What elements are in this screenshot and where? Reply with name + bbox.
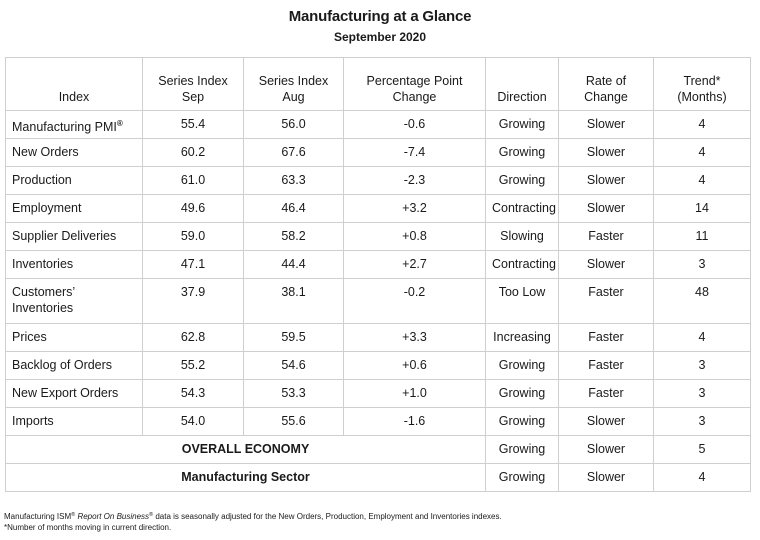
cell-direction: Growing <box>486 408 559 436</box>
cell-rate: Slower <box>559 408 654 436</box>
cell-change: +0.6 <box>344 352 486 380</box>
header-sep: Series Index Sep <box>143 58 244 111</box>
cell-direction: Growing <box>486 167 559 195</box>
cell-rate: Slower <box>559 111 654 139</box>
cell-change: -7.4 <box>344 139 486 167</box>
overall-economy-label: OVERALL ECONOMY <box>6 436 486 464</box>
cell-trend: 3 <box>654 352 751 380</box>
cell-aug: 44.4 <box>244 251 344 279</box>
cell-sep: 37.9 <box>143 279 244 324</box>
cell-trend: 3 <box>654 408 751 436</box>
cell-rate: Slower <box>559 139 654 167</box>
cell-change: -0.2 <box>344 279 486 324</box>
cell-trend: 5 <box>654 436 751 464</box>
cell-aug: 56.0 <box>244 111 344 139</box>
table-row <box>6 251 751 279</box>
cell-sep: 59.0 <box>143 223 244 251</box>
cell-rate: Faster <box>559 279 654 324</box>
cell-trend: 4 <box>654 324 751 352</box>
cell-rate: Slower <box>559 464 654 492</box>
cell-index: Backlog of Orders <box>6 352 143 380</box>
cell-aug: 53.3 <box>244 380 344 408</box>
cell-index: Production <box>6 167 143 195</box>
header-change: Percentage Point Change <box>344 58 486 111</box>
cell-rate: Faster <box>559 352 654 380</box>
cell-sep: 54.3 <box>143 380 244 408</box>
footnote-line-2: *Number of months moving in current direction. <box>4 523 172 532</box>
table-row <box>6 279 751 324</box>
page-subtitle: September 2020 <box>333 30 427 44</box>
cell-index: Prices <box>6 324 143 352</box>
cell-trend: 3 <box>654 380 751 408</box>
cell-sep: 49.6 <box>143 195 244 223</box>
cell-rate: Slower <box>559 436 654 464</box>
cell-aug: 67.6 <box>244 139 344 167</box>
cell-change: -2.3 <box>344 167 486 195</box>
cell-aug: 54.6 <box>244 352 344 380</box>
cell-trend: 4 <box>654 111 751 139</box>
cell-sep: 55.4 <box>143 111 244 139</box>
cell-index: Customers’ Inventories <box>6 279 143 324</box>
cell-trend: 3 <box>654 251 751 279</box>
cell-aug: 55.6 <box>244 408 344 436</box>
table-row <box>6 380 751 408</box>
header-row <box>6 58 751 111</box>
cell-direction: Too Low <box>486 279 559 324</box>
manufacturing-table <box>5 57 751 492</box>
cell-index: Manufacturing PMI® <box>6 111 143 139</box>
cell-change: +1.0 <box>344 380 486 408</box>
cell-rate: Faster <box>559 324 654 352</box>
cell-direction: Growing <box>486 380 559 408</box>
header-rate: Rate of Change <box>559 58 654 111</box>
cell-direction: Contracting <box>486 251 559 279</box>
cell-index: Supplier Deliveries <box>6 223 143 251</box>
cell-change: -1.6 <box>344 408 486 436</box>
cell-direction: Growing <box>486 352 559 380</box>
header-direction: Direction <box>486 58 559 111</box>
cell-sep: 62.8 <box>143 324 244 352</box>
cell-trend: 4 <box>654 464 751 492</box>
cell-index: New Orders <box>6 139 143 167</box>
cell-direction: Contracting <box>486 195 559 223</box>
cell-aug: 46.4 <box>244 195 344 223</box>
cell-change: +2.7 <box>344 251 486 279</box>
header-aug: Series Index Aug <box>244 58 344 111</box>
cell-direction: Slowing <box>486 223 559 251</box>
cell-sep: 55.2 <box>143 352 244 380</box>
cell-change: +3.2 <box>344 195 486 223</box>
cell-rate: Slower <box>559 251 654 279</box>
cell-index: Inventories <box>6 251 143 279</box>
header-trend: Trend* (Months) <box>654 58 751 111</box>
cell-direction: Growing <box>486 139 559 167</box>
cell-aug: 63.3 <box>244 167 344 195</box>
cell-trend: 4 <box>654 167 751 195</box>
table-row <box>6 111 751 139</box>
table-row <box>6 167 751 195</box>
table-row <box>6 195 751 223</box>
cell-rate: Faster <box>559 223 654 251</box>
cell-index: New Export Orders <box>6 380 143 408</box>
table-row <box>6 352 751 380</box>
page-title: Manufacturing at a Glance <box>288 8 472 25</box>
cell-index: Employment <box>6 195 143 223</box>
cell-direction: Increasing <box>486 324 559 352</box>
cell-aug: 38.1 <box>244 279 344 324</box>
cell-sep: 54.0 <box>143 408 244 436</box>
table-row <box>6 324 751 352</box>
cell-sep: 61.0 <box>143 167 244 195</box>
overall-economy-row <box>6 436 751 464</box>
cell-sep: 60.2 <box>143 139 244 167</box>
footnote-line-1: Manufacturing ISM® Report On Business® data is seasonally adjusted for the New Orders, Production, Employment and Inventories indexes. <box>4 512 502 521</box>
cell-direction: Growing <box>486 436 559 464</box>
header-index: Index <box>6 58 143 111</box>
cell-change: +0.8 <box>344 223 486 251</box>
cell-trend: 11 <box>654 223 751 251</box>
footnote <box>4 510 502 533</box>
table-row <box>6 223 751 251</box>
cell-aug: 58.2 <box>244 223 344 251</box>
manufacturing-sector-row <box>6 464 751 492</box>
cell-rate: Faster <box>559 380 654 408</box>
table-row <box>6 139 751 167</box>
cell-direction: Growing <box>486 111 559 139</box>
table-row <box>6 408 751 436</box>
cell-rate: Slower <box>559 167 654 195</box>
cell-aug: 59.5 <box>244 324 344 352</box>
cell-trend: 48 <box>654 279 751 324</box>
cell-sep: 47.1 <box>143 251 244 279</box>
cell-trend: 4 <box>654 139 751 167</box>
cell-index: Imports <box>6 408 143 436</box>
cell-change: +3.3 <box>344 324 486 352</box>
cell-change: -0.6 <box>344 111 486 139</box>
cell-rate: Slower <box>559 195 654 223</box>
cell-direction: Growing <box>486 464 559 492</box>
manufacturing-sector-label: Manufacturing Sector <box>6 464 486 492</box>
cell-trend: 14 <box>654 195 751 223</box>
